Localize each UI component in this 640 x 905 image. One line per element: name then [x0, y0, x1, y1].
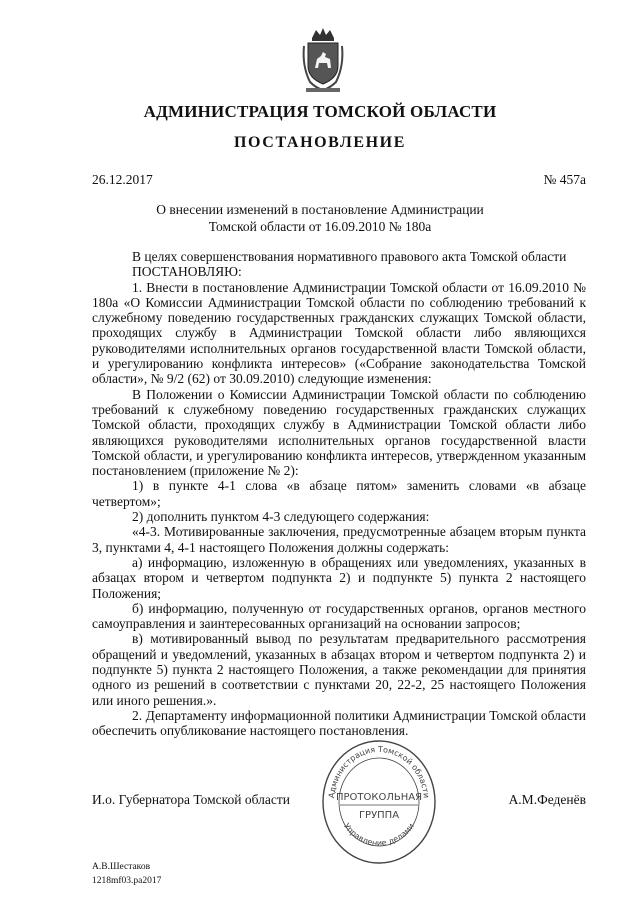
executor-name: А.В.Шестаков: [92, 862, 151, 872]
body-paragraph: В Положении о Комиссии Администрации Томской области по соблюдению требований к служебному поведению государственных гражданских служащих Томской области, проходящих службу в Администрации Томской области либо являющихся руководителями исполнительных органов государственной власти Томской области, и урегулированию конфликта интересов, утвержденном указанным постановлением (приложение № 2):: [92, 386, 586, 479]
document-body: [92, 249, 586, 739]
document-type-title: ПОСТАНОВЛЕНИЕ: [234, 134, 406, 151]
body-paragraph: 2) дополнить пунктом 4-3 следующего содержания:: [132, 509, 430, 525]
organization-title: АДМИНИСТРАЦИЯ ТОМСКОЙ ОБЛАСТИ: [143, 102, 497, 121]
stamp-center-line: ГРУППА: [358, 810, 400, 821]
stamp-bottom-text: Управление делами: [342, 821, 416, 848]
document-date: 26.12.2017: [92, 172, 153, 187]
subject-line: О внесении изменений в постановление Администрации: [156, 202, 484, 217]
body-paragraph: ПОСТАНОВЛЯЮ:: [132, 264, 242, 280]
stamp-ring-text: Администрация Томской области: [327, 744, 431, 799]
file-reference: 1218mf03.ра2017: [92, 876, 162, 886]
body-paragraph: в) мотивированный вывод по результатам предварительного рассмотрения обращений и уведомлений, указанных в абзацах втором и четвертом подпункта 2) и подпункте 5) пункта 2 настоящего Положения, а также рекомендации для принятия одного из решений в соответствии с пунктами 20, 22-2, 25 настоящего Положения или иного решения.».: [92, 631, 586, 708]
official-stamp-icon: [320, 738, 438, 866]
body-paragraph: б) информацию, полученную от государственных органов, органов местного самоуправления и заинтересованных организаций на основании запросов;: [92, 600, 586, 632]
svg-text:Администрация Томской области: [327, 745, 431, 799]
svg-text:Управление делами: [342, 822, 416, 848]
subject-line: Томской области от 16.09.2010 № 180а: [208, 219, 432, 234]
body-paragraph: 1. Внести в постановление Администрации Томской области от 16.09.2010 № 180а «О Комиссии Администрации Томской области по соблюдению требований к служебному поведению государственных гражданских служащих Томской области, проходящих службу в Администрации Томской области либо являющихся руководителями исполнительных органов государственной власти Томской области, и урегулированию конфликта интересов» («Собрание законодательства Томской области», № 9/2 (62) от 30.09.2010) следующие изменения:: [92, 279, 586, 387]
document-number: № 457а: [543, 172, 586, 187]
stamp-center-line: ПРОТОКОЛЬНАЯ: [335, 792, 423, 803]
signer-name: А.М.Феденёв: [508, 792, 586, 807]
body-paragraph: «4-3. Мотивированные заключения, предусмотренные абзацем вторым пункта 3, пунктами 4, 4-1 настоящего Положения должны содержать:: [92, 524, 586, 555]
body-paragraph: 1) в пункте 4-1 слова «в абзаце пятом» заменить словами «в абзаце четвертом»;: [92, 478, 586, 509]
body-paragraph: В целях совершенствования нормативного правового акта Томской области: [132, 249, 567, 264]
signer-position: И.о. Губернатора Томской области: [92, 792, 290, 807]
document-subject: [0, 201, 640, 235]
body-paragraph: 2. Департаменту информационной политики Администрации Томской области обеспечить опубликование настоящего постановления.: [92, 707, 586, 739]
coat-of-arms-icon: [300, 26, 346, 96]
body-paragraph: а) информацию, изложенную в обращениях или уведомлениях, указанных в абзацах втором и четвертом подпункта 2) и подпункте 5) пункта 2 настоящего Положения;: [92, 554, 586, 601]
